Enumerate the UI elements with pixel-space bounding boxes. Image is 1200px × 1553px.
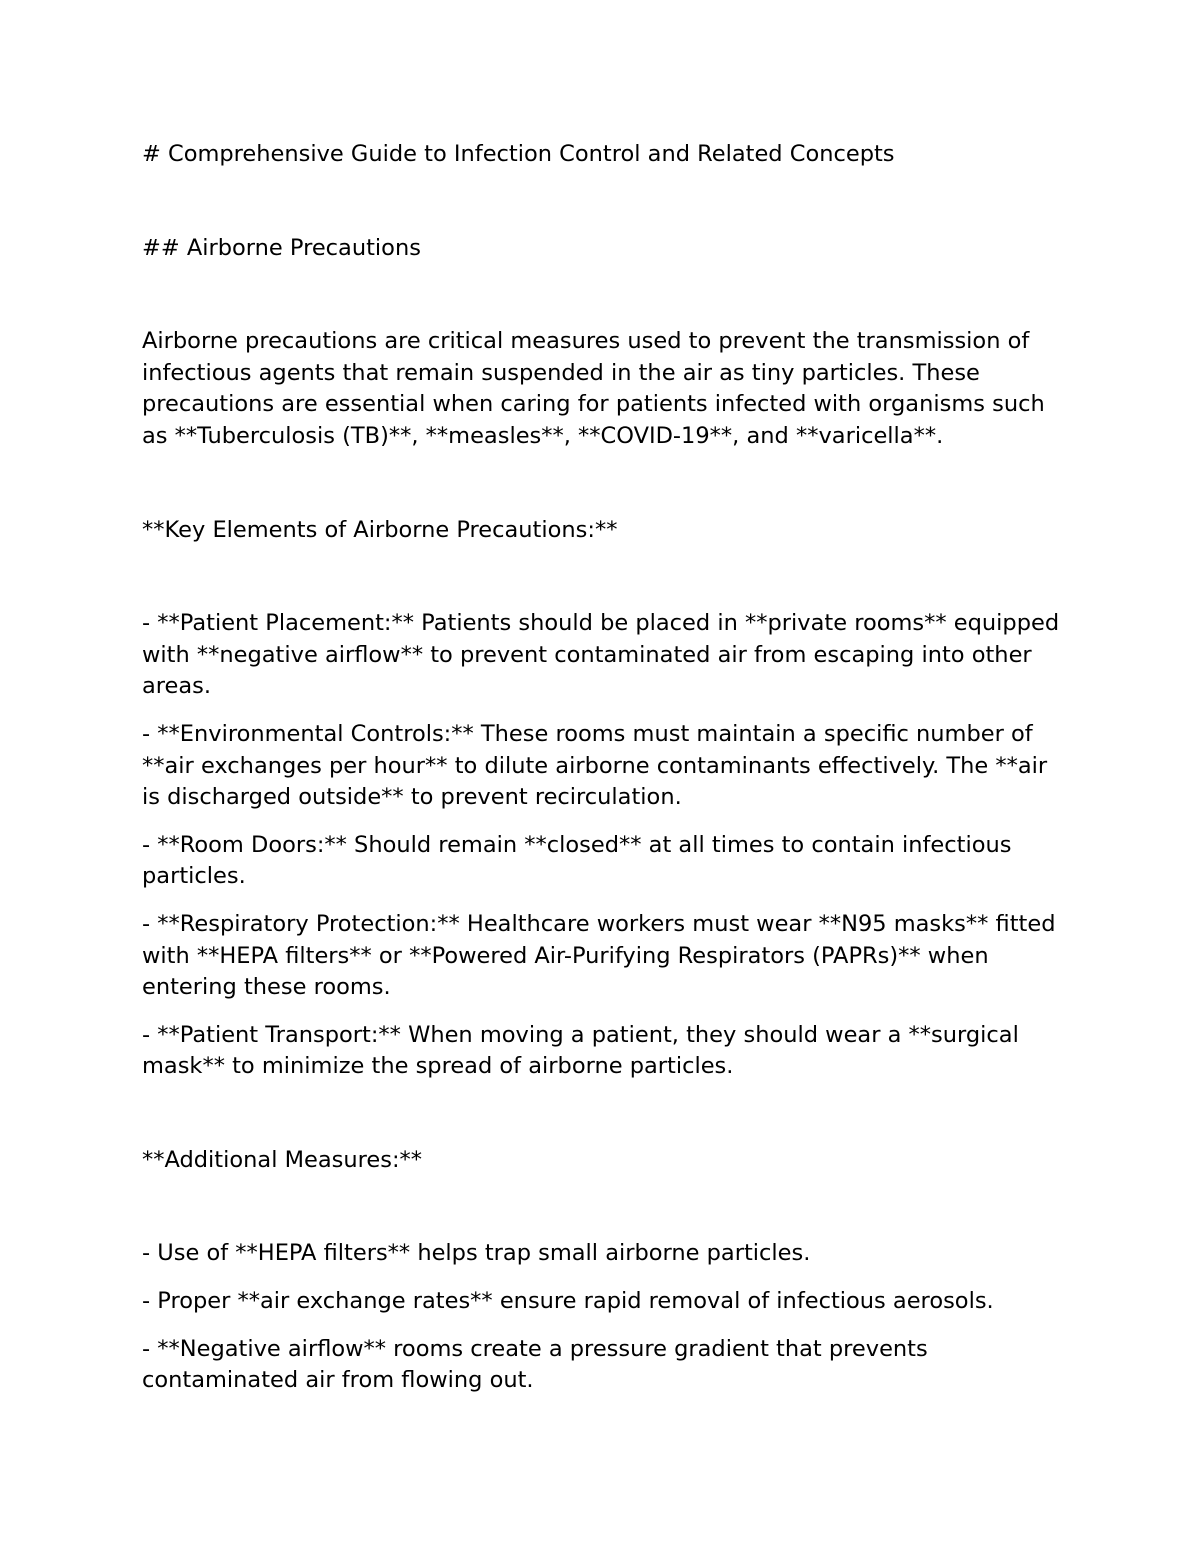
- key-element-item: - **Patient Transport:** When moving a patient, they should wear a **surgical mask** to minimize the spread of airborne particles.: [142, 1021, 1019, 1080]
- intro-paragraph: Airborne precautions are critical measures used to prevent the transmission of infectious agents that remain suspended in the air as tiny particles. These precautions are essential when caring for patients infected with organisms such as **Tuberculosis (TB)**, **measles**, **COVID-19**, and **varicella**.: [142, 328, 1045, 449]
- key-element-item: - **Respiratory Protection:** Healthcare workers must wear **N95 masks** fitted with **HEPA filters** or **Powered Air-Purifying Respirators (PAPRs)** when entering these rooms.: [142, 910, 1056, 1001]
- additional-measure-item: - **Negative airflow** rooms create a pressure gradient that prevents contaminated air from flowing out.: [142, 1335, 928, 1394]
- key-element-item: - **Environmental Controls:** These rooms must maintain a specific number of **air exchanges per hour** to dilute airborne contaminants effectively. The **air is discharged outside** to prevent recirculation.: [142, 720, 1048, 811]
- section-heading: ## Airborne Precautions: [142, 234, 421, 261]
- key-element-item: - **Room Doors:** Should remain **closed** at all times to contain infectious particles.: [142, 831, 1012, 890]
- key-element-item: - **Patient Placement:** Patients should be placed in **private rooms** equipped with **negative airflow** to prevent contaminated air from escaping into other areas.: [142, 610, 1060, 700]
- document-title: # Comprehensive Guide to Infection Control and Related Concepts: [142, 141, 895, 167]
- additional-measure-item: - Proper **air exchange rates** ensure rapid removal of infectious aerosols.: [142, 1288, 994, 1315]
- key-elements-label: **Key Elements of Airborne Precautions:**: [142, 516, 618, 543]
- additional-measure-item: - Use of **HEPA filters** helps trap small airborne particles.: [142, 1240, 811, 1267]
- additional-measures-label: **Additional Measures:**: [142, 1146, 423, 1173]
- document-body: [142, 139, 1072, 1413]
